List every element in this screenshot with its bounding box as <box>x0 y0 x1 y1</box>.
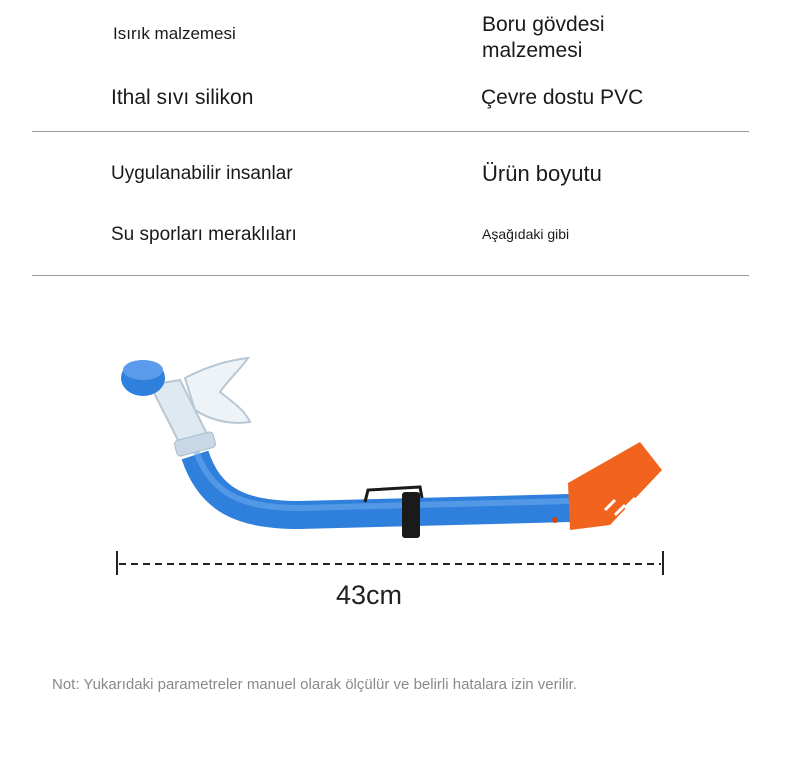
product-size-value: Aşağıdaki gibi <box>482 226 570 242</box>
footnote: Not: Yukarıdaki parametreler manuel olarak ölçülür ve belirli hatalara izin verilir. <box>52 676 577 693</box>
tube-hole <box>552 517 558 523</box>
orange-tip <box>568 442 662 530</box>
applicable-users-label: Uygulanabilir insanlar <box>111 163 293 184</box>
bite-material-value: Ithal sıvı silikon <box>111 86 254 109</box>
tube-material-label: Boru gövdesi malzemesi <box>482 13 605 62</box>
snorkel-image <box>100 340 680 550</box>
tube-material-value: Çevre dostu PVC <box>481 86 644 109</box>
top-cap-rim <box>123 360 163 380</box>
divider <box>32 275 749 276</box>
divider <box>32 131 749 132</box>
length-label: 43cm <box>336 580 403 610</box>
clip <box>402 492 420 538</box>
applicable-users-value: Su sporları meraklıları <box>111 224 297 245</box>
dimension-line <box>110 548 670 578</box>
bite-material-label: Isırık malzemesi <box>113 24 236 43</box>
product-size-label: Ürün boyutu <box>482 161 602 186</box>
